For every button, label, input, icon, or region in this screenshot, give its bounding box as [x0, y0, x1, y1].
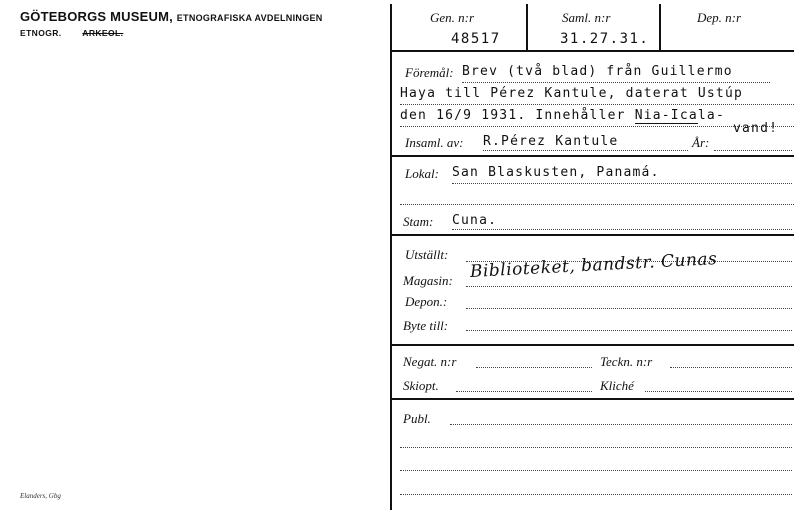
- saml-nr-label: Saml. n:r: [562, 10, 611, 25]
- publ-dots-1: [450, 424, 792, 425]
- stam-row-rule: [390, 234, 794, 236]
- byte-dots: [466, 330, 792, 331]
- storage-row-rule: [390, 344, 794, 346]
- foremal-line-3b: Nia-Ica: [634, 108, 698, 123]
- insaml-row-rule: [390, 155, 794, 157]
- publ-dots-4: [400, 494, 792, 495]
- dep-nr-label: Dep. n:r: [697, 10, 742, 25]
- skiopt-dots: [456, 391, 592, 392]
- cliche-label: Kliché: [600, 378, 634, 393]
- foremal-dots-1: [462, 82, 770, 83]
- depon-label: Depon.:: [405, 294, 448, 309]
- insaml-value: R.Pérez Kantule: [483, 134, 619, 149]
- lokal-dots-2: [400, 204, 794, 205]
- byte-label: Byte till:: [403, 318, 449, 333]
- museum-name: GÖTEBORGS MUSEUM,: [20, 9, 173, 24]
- foremal-line-1: Brev (två blad) från Guillermo: [462, 64, 733, 79]
- gen-nr-label: Gen. n:r: [430, 10, 475, 25]
- museum-heading: [20, 9, 323, 24]
- teckn-label: Teckn. n:r: [600, 354, 653, 369]
- foremal-label: Föremål:: [405, 65, 454, 80]
- stam-label: Stam:: [403, 214, 434, 229]
- utstallt-label: Utställt:: [405, 247, 449, 262]
- department-codes: [20, 28, 123, 38]
- magasin-dots: [466, 286, 792, 287]
- ar-dots: [714, 150, 792, 151]
- cliche-dots: [645, 391, 792, 392]
- id-row-rule: [390, 50, 794, 52]
- foremal-line-3: [400, 108, 725, 123]
- negat-label: Negat. n:r: [403, 354, 457, 369]
- insaml-dots: [483, 150, 688, 151]
- lokal-label: Lokal:: [405, 166, 439, 181]
- foremal-line-2: Haya till Pérez Kantule, daterat Ustúp: [400, 86, 744, 101]
- id-divider-2: [659, 4, 661, 50]
- magasin-label: Magasin:: [403, 273, 453, 288]
- publ-dots-2: [400, 447, 792, 448]
- etnogr-code: ETNOGR.: [20, 28, 62, 38]
- printer-mark: Elanders, Gbg: [20, 492, 61, 500]
- teckn-dots: [670, 367, 792, 368]
- lokal-dots: [452, 183, 792, 184]
- publ-dots-3: [400, 470, 792, 471]
- stam-dots: [452, 229, 792, 230]
- foremal-line-3c: la-: [697, 108, 725, 123]
- foremal-line-4: vand!: [733, 121, 779, 136]
- skiopt-label: Skiopt.: [403, 378, 439, 393]
- arkeol-code: ARKEOL.: [82, 28, 124, 38]
- negat-row-rule: [390, 398, 794, 400]
- insaml-label: Insaml. av:: [405, 135, 464, 150]
- foremal-dots-2: [400, 104, 794, 105]
- saml-nr-value: 31.27.31.: [560, 31, 650, 47]
- magasin-handwriting: Biblioteket, bandstr. Cunas: [469, 249, 718, 282]
- ar-label: År:: [692, 135, 710, 150]
- depon-dots: [466, 308, 792, 309]
- card-left-rule: [390, 4, 392, 510]
- gen-nr-value: 48517: [451, 31, 501, 47]
- stam-value: Cuna.: [452, 213, 498, 228]
- id-divider-1: [526, 4, 528, 50]
- lokal-value: San Blaskusten, Panamá.: [452, 165, 660, 180]
- publ-label: Publ.: [403, 411, 431, 426]
- department-name: ETNOGRAFISKA AVDELNINGEN: [176, 13, 323, 23]
- negat-dots: [476, 367, 592, 368]
- foremal-line-3a: den 16/9 1931. Innehåller: [400, 108, 635, 123]
